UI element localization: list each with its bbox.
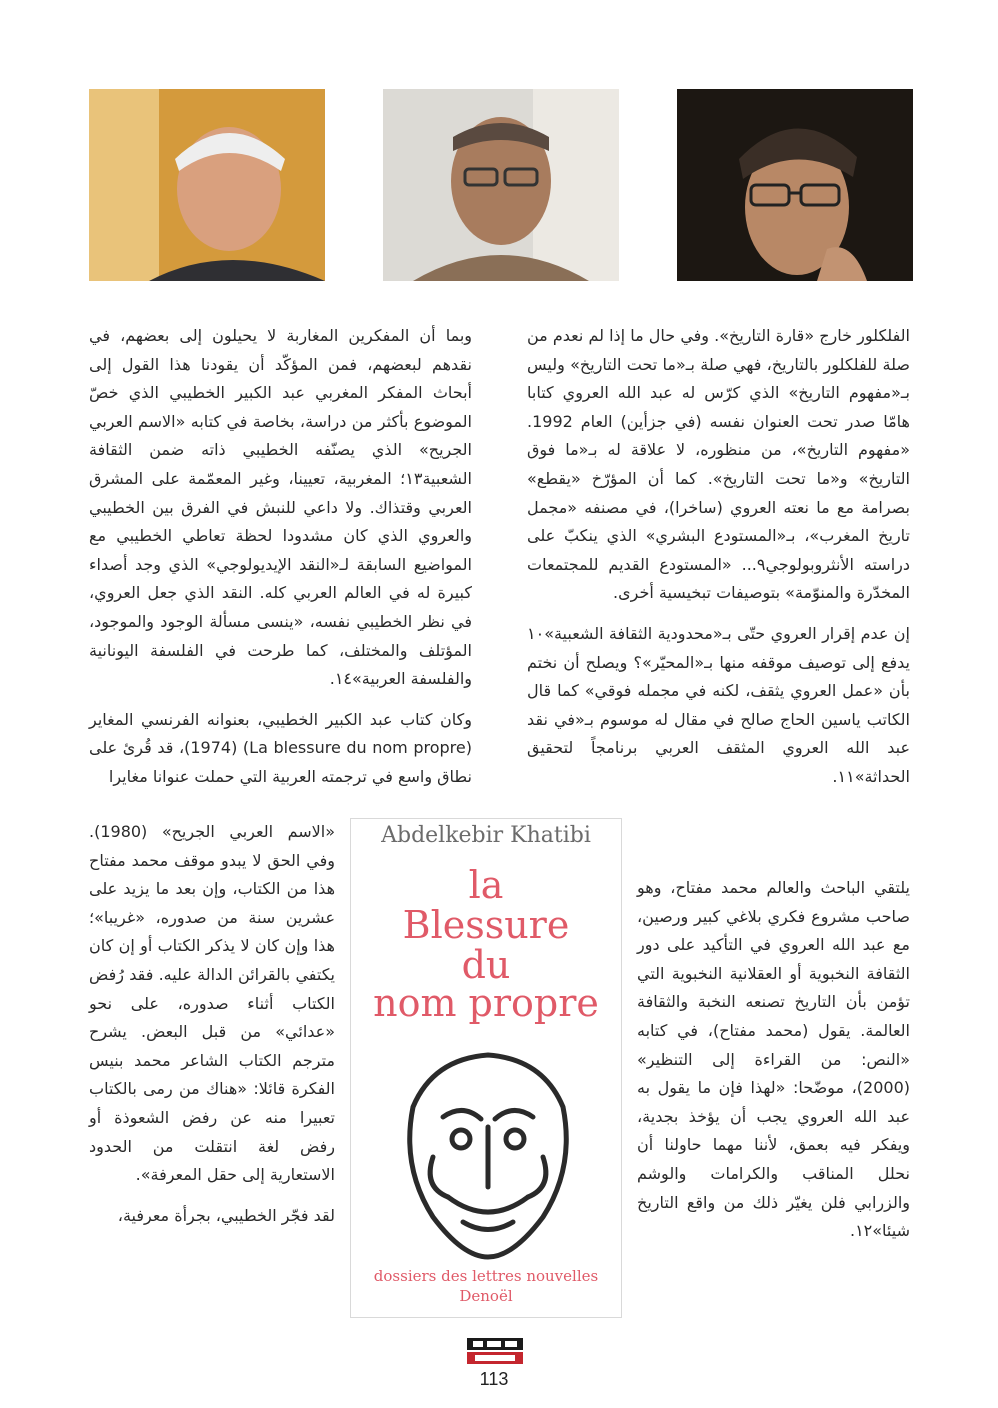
book-cover: [350, 818, 622, 1318]
photo-portrait-middle: [383, 89, 619, 281]
article-column-right-bottom: [637, 874, 910, 1258]
paragraph: إن عدم إقرار العروي حتّى بـ«محدودية الثقافة الشعبية»١٠ يدفع إلى توصيف موقفه منها بـ«المحيّر»؟ ويصلح أن نختم بأن «عمل العروي يثقف، لكنه في مجمله فوقي» كما قال الكاتب ياسين الحاج صالح في مقال له موسوم بـ«في نقد عبد الله العروي المثقف العربي برنامجاً لتحقيق الحداثة»١١.: [527, 623, 910, 786]
calligraphic-mask-icon: [393, 1047, 583, 1263]
magazine-logo: [465, 1336, 525, 1366]
book-title-line: Blessure: [402, 903, 570, 947]
book-author: Abdelkebir Khatibi: [381, 823, 591, 848]
portrait-elderly-man-glasses-image: [383, 89, 619, 281]
book-publisher-series: dossiers des lettres nouvelles: [373, 1267, 599, 1285]
book-title-line: la: [468, 863, 504, 907]
paragraph: وكان كتاب عبد الكبير الخطيبي، بعنوانه الفرنسي المغاير (La blessure du nom propre) (1974)، قد قُرئ على نطاق واسع في ترجمته العربية التي حملت عنوانا مغايرا: [89, 709, 472, 786]
portrait-white-haired-man-image: [89, 89, 325, 281]
paragraph: «الاسم العربي الجريح» (1980). وفي الحق لا يبدو موقف محمد مفتاح هذا من الكتاب، وإن بعد ما يزيد على عشرين سنة من صدوره، «غريبا»؛ هذا وإن كان لا يذكر الكتاب أو إن كان يكتفي بالقرائن الدالة عليه. فقد رُفض الكتاب أثناء صدوره، على نحو «عدائي» من قبل البعض. يشرح مترجم الكتاب الشاعر محمد بنيس الفكرة قائلا: «هناك من رمى بالكتاب تعبيرا منه عن رفض الشعوذة أو رفض لغة انتقلت من الحدود الاستعارية إلى حقل المعرفة».: [89, 822, 335, 1185]
paragraph: لقد فجّر الخطيبي، بجرأة معرفية،: [117, 1205, 335, 1225]
article-column-right: [527, 322, 910, 804]
portrait-man-glasses-image: [677, 89, 913, 281]
book-publisher: Denoël: [459, 1287, 513, 1305]
page-number: 113: [479, 1369, 509, 1389]
paragraph: يلتقي الباحث والعالم محمد مفتاح، وهو صاحب مشروع فكري بلاغي كبير ورصين، مع عبد الله العروي في التأكيد على دور الثقافة النخبوية أو العقلانية النخبوية التي تؤمن بأن التاريخ تصنعه النخبة والثقافة العالمة. يقول (محمد مفتاح)، في كتابه «النص: من القراءة إلى التنظير» (2000)، موضّحا: «لهذا فإن ما يقول به عبد الله العروي يجب أن يؤخذ بجدية، ويفكر فيه بعمق، لأننا مهما حاولنا أن نحلل المناقب والكرامات والوشم والزرابي فلن يغيّر ذلك من واقع التاريخ شيئا»١٢.: [637, 878, 910, 1241]
book-title-line: du: [461, 943, 511, 987]
photo-portrait-left: [89, 89, 325, 281]
photo-portrait-right: [677, 89, 913, 281]
article-column-left-bottom: [89, 818, 335, 1242]
paragraph: الفلكلور خارج «قارة التاريخ». وفي حال ما إذا لم نعدم من صلة للفلكلور بالتاريخ، فهي صلة بـ«ما تحت التاريخ» وليس بـ«مفهوم التاريخ» الذي كرّس له عبد الله العروي كتابا هامّا صدر تحت العنوان نفسه (في جزأين) العام 1992. «مفهوم التاريخ»، من منظوره، لا علاقة له بـ«ما فوق التاريخ» و«ما تحت التاريخ». كما أن المؤرّخ «يقطع» بصرامة مع ما نعته العروي (ساخرا)، في مصنفه «مجمل تاريخ المغرب»، بـ«المستودع البشري» الذي ينكبّ على دراسته الأنثروبولوجي٩... «المستودع القديم للمجتمعات المخدّرة والمنوّمة» بتوصيفات تبخيسية أخرى.: [527, 326, 911, 603]
article-column-left: [89, 322, 472, 804]
book-title-line: nom propre: [373, 981, 599, 1025]
paragraph: وبما أن المفكرين المغاربة لا يحيلون إلى بعضهم، في نقدهم لبعضهم، فمن المؤكّد أن يقودنا هذا القول إلى أبحاث المفكر المغربي عبد الكبير الخطيبي الذي خصّ الموضوع بأكثر من دراسة، بخاصة في كتابه «الاسم العربي الجريح» الذي يصنّفه الخطيبي ذاته ضمن الثقافة الشعبية١٣؛ المغربية، تعيينا، وغير المعمّمة على المشرق العربي وقتذاك. ولا داعي للنبش في الفرق بين الخطيبي والعروي الذي كان مشدودا لحظة تعاطي الخطيبي مع المواضيع السابقة لـ«النقد الإيديولوجي» الذي وجد أصداء كبيرة له في العالم العربي كله. النقد الذي جعل العروي، في نظر الخطيبي نفسه، «ينسى مسألة الوجود والموجود، المؤتلف والمختلف، كما طرحت في الفلسفة اليونانية والفلسفة العربية»١٤.: [89, 326, 472, 689]
